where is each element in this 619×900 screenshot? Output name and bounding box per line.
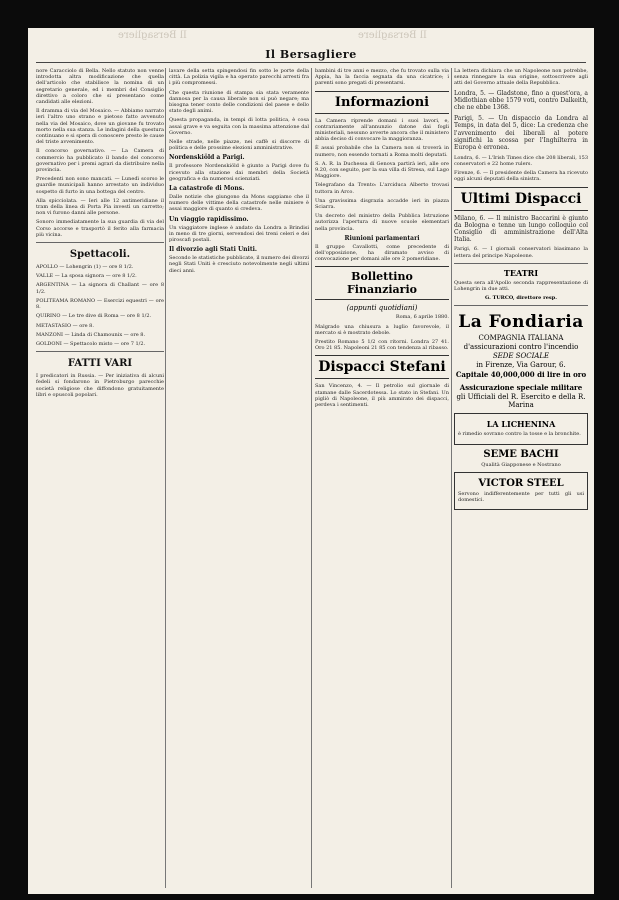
ad-line: COMPAGNIA ITALIANA xyxy=(478,334,564,343)
bollettino-subtitle: (appunti quotidiani) xyxy=(346,304,418,313)
article-paragraph: Dalle notizie che giungono da Mons sappiamo che il numero delle vittime della catastrofe nelle miniere è assai maggiore di quanto si credeva. xyxy=(169,194,309,213)
listing-item: ARGENTINA — La signora di Challant — ore 8 1/2. xyxy=(36,282,164,295)
column-1 xyxy=(36,68,164,890)
bleed-through-text: Il Bersagliere Il Bersagliere xyxy=(118,30,427,41)
article-paragraph: La lettera dichiara che un Napoleone non potrebbe, senza rinnegare la sua origine, sottoscrivere agli atti del Governo attuale della Repubblica. xyxy=(454,68,588,87)
article-paragraph: Questa propaganda, in tempi di lotta politica, è cosa assai grave e va seguita con la massima attenzione dal Governo. xyxy=(169,117,309,136)
advertisement-fondiaria xyxy=(454,312,588,409)
article-paragraph: Questa sera all'Apollo seconda rappresentazione di Lohengrin in due atti. xyxy=(454,279,588,293)
article-paragraph: Il gruppo Cavallotti, come precedente di dell'opposizione, ha diramato avviso di convocazione per domani alle ore 2 pomeridiane. xyxy=(315,243,449,263)
ad-title: LA LICHENINA xyxy=(486,419,556,430)
ad-line: gli Ufficiali del R. Esercito e della R. Marina xyxy=(456,393,586,410)
column-4 xyxy=(454,68,588,890)
article-heading: La catastrofe di Mons. xyxy=(169,185,245,193)
article-paragraph: Una gravissima disgrazia accadde ieri in piazza Sciarra. xyxy=(315,197,449,211)
article-paragraph: Milano, 6. — Il ministro Baccarini è giunto da Bologna e tenne un lungo colloquio col Consiglio di amministrazione dell'Alta Italia. xyxy=(454,214,588,244)
divider xyxy=(454,263,588,264)
ad-line: Assicurazione speciale militare xyxy=(459,383,583,393)
ad-line: in Firenze, Via Garour, 6. xyxy=(476,361,566,370)
article-paragraph: Un decreto del ministro della Pubblica Istruzione autorizza l'apertura di nuove scuole elementari nella provincia. xyxy=(315,213,449,232)
newspaper-name: Il Bersagliere xyxy=(265,48,357,61)
listing-item: VALLE — La sposa signora — ore 8 1/2. xyxy=(36,273,137,280)
ad-title: La Fondiaria xyxy=(458,312,584,333)
article-paragraph: Londra, 5. — Gladstone, fino a quest'ora, a Midlothian ebbe 1579 voti, contro Dalkeith, che ne ebbe 1368. xyxy=(454,89,588,112)
section-title-bollettino: Bollettino Finanziario xyxy=(315,266,449,300)
newspaper-page xyxy=(28,28,594,894)
page-header xyxy=(36,48,586,63)
section-title-teatri: TEATRI xyxy=(503,267,539,278)
article-paragraph: Precedenti non sono mancati. — Lunedì scorso le guardie municipali hanno arrestato un individuo sospetto di furto in una bottega del centro. xyxy=(36,176,164,195)
article-paragraph: lavare della setta spingendosi fin sotto le porte della città. La polizia vigila e ha operato parecchi arresti fra i più compromessi. xyxy=(169,68,309,87)
ad-title: VICTOR STEEL xyxy=(478,477,564,489)
divider xyxy=(36,242,164,243)
article-paragraph: Il dramma di via del Mosaico. — Abbiamo narrato ieri l'altro uno strano e pietoso fatto avvenuto nella via del Mosaico, dove un giovane fu trovato morto nella sua stanza. Le indagini della questura continuano e si spera di conoscere presto le cause del triste avvenimento. xyxy=(36,108,164,146)
article-paragraph: Telegrafano da Trento: L'arciduca Alberto trovasi tuttora in Arco. xyxy=(315,182,449,195)
listing-item: APOLLO — Lohengrin (1) — ore 8 1/2. xyxy=(36,264,134,271)
section-title-spettacoli: Spettacoli. xyxy=(69,249,131,261)
ad-line: d'assicurazioni contro l'incendio xyxy=(463,343,579,352)
article-paragraph: È assai probabile che la Camera non si troverà in numero, non essendo tornati a Roma molti deputati. xyxy=(315,145,449,158)
column-3 xyxy=(315,68,449,890)
section-title-ultimi-dispacci: Ultimi Dispacci xyxy=(454,187,588,211)
article-paragraph: Firenze, 6. — Il presidente della Camera ha ricevuto oggi alcuni deputati della sinistra. xyxy=(454,170,588,183)
listing-item: MANZONI — Linda di Chamounix — ore 8. xyxy=(36,331,146,338)
article-paragraph: Parigi, 5. — Un dispaccio da Londra al Temps, in data del 5, dice: La credenza che l'avvenimento dei liberali al potere significhi la scossa per l'Inghilterra in Europa è erronea. xyxy=(454,114,588,152)
listing-item: POLITEAMA ROMANO — Esercizi equestri — ore 8. xyxy=(36,297,164,311)
article-paragraph: Il professore Nordenskiöld è giunto a Parigi dove fu ricevuto alla stazione dai membri della Società geografica e da numerosi scienziati. xyxy=(169,163,309,182)
article-heading: Il divorzio agli Stati Uniti. xyxy=(169,246,257,254)
article-paragraph: Malgrado una chiusura a luglio favorevole, il mercato si è mostrato debole. xyxy=(315,323,449,336)
article-paragraph: Un viaggiatore inglese è andato da Londra a Brindisi in meno di tre giorni, servendosi dei treni celeri e dei piroscafi postali. xyxy=(169,224,309,244)
listing-item: QUIRINO — Le tre dive di Roma — ore 8 1/2. xyxy=(36,313,152,320)
article-paragraph: Secondo le statistiche pubblicate, il numero dei divorzi negli Stati Uniti è cresciuto notevolmente negli ultimi dieci anni. xyxy=(169,255,309,274)
listing-item: GOLDONI — Spettacolo misto — ore 7 1/2. xyxy=(36,340,146,347)
article-heading: Riunioni parlamentari xyxy=(344,234,420,242)
article-paragraph: Il concorso governativo. — La Camera di commercio ha pubblicato il bando del concorso governativo per i premi agrari da distribuire nella provincia. xyxy=(36,148,164,174)
divider xyxy=(36,351,164,352)
column-rule xyxy=(165,68,166,888)
article-paragraph: Londra, 6. — L'Irish Times dice che 208 liberali, 153 conservatori e 22 home rulers. xyxy=(454,154,588,168)
column-rule xyxy=(451,68,452,888)
advertisement-victor-steel xyxy=(454,472,588,510)
column-rule xyxy=(311,68,312,888)
column-2 xyxy=(169,68,309,890)
ad-title: SEME BACHI xyxy=(483,448,559,460)
ad-line: SEDE SOCIALE xyxy=(492,352,550,361)
ad-text: Qualità Giapponese e Nostrano xyxy=(481,461,561,468)
article-paragraph: bambini di tre anni e mezzo, che fu trovato sulla via Appia, ha la faccia segnata da una cicatrice; i parenti sono pregati di presentarsi. xyxy=(315,68,449,87)
article-paragraph: nore Caracciolo di Bella. Nello statuto non venne introdotta altra modificazione che quella dell'articolo che stabilisce la nomina di un segretario generale, ed i membri del Consiglio direttivo a coloro che si presentano come candidati alle elezioni. xyxy=(36,68,164,106)
divider xyxy=(454,305,588,306)
bollettino-date: Roma, 6 aprile 1880. xyxy=(395,314,449,321)
article-paragraph: S. A. R. la Duchessa di Genova partirà ieri, alle ore 9.20, con seguito, per la sua villa di Stresa, sul Lago Maggiore. xyxy=(315,160,449,180)
section-title-informazioni: Informazioni xyxy=(315,91,449,114)
article-heading: Un viaggio rapidissimo. xyxy=(169,215,249,223)
article-paragraph: I predicatori in Russia. — Per iniziativa di alcuni fedeli si fondarono in Pietroburgo parecchie società religiose che diffondono gratuitamente libri e opuscoli popolari. xyxy=(36,373,164,398)
article-paragraph: La Camera riprende domani i suoi lavori, e, contrariamente all'annunzio datone dai fogli ministeriali, nessuno avverte ancora che il ministero abbia deciso di convocare la maggioranza. xyxy=(315,117,449,143)
ad-text: Servono indifferentemente per tutti gli usi domestici. xyxy=(458,490,584,503)
ad-text: è rimedio sovrano contro la tosse e la bronchite. xyxy=(458,431,581,438)
article-paragraph: Prestito Romano 5 1/2 con ritorni. Londra 27 41. Oro 21 85. Napoleoni 21 85 con tendenza al ribasso. xyxy=(315,339,449,352)
advertisement-lichenina xyxy=(454,413,588,444)
article-paragraph: Sonoro immediatamente la sua guardia di via del Corso accorse e trasportò il ferito alla farmacia più vicina. xyxy=(36,219,164,238)
section-title-dispacci-stefani: Dispacci Stefani xyxy=(315,355,449,379)
article-paragraph: Che questa riunione di stampa sia stata veramente dannosa per la causa liberale non si può negare; ma bisogna tener conto delle condizioni del paese e dello stato degli animi. xyxy=(169,89,309,115)
article-heading: Nordenskiöld a Parigi. xyxy=(169,154,245,162)
article-paragraph: San Vincenzo, 4. — Il petrolio sul giornale di stamane dalle Sacerdotessa. Lo stato in Stefani. Un pigliò di Napoleone, il più ammirato dei dispacci, perdeva i sentimenti. xyxy=(315,383,449,409)
section-title-fatti-vari: FATTI VARI xyxy=(67,358,133,370)
article-paragraph: Nelle strade, nelle piazze, nei caffè si discorre di politica e delle prossime elezioni amministrative. xyxy=(169,139,309,152)
listing-item: METASTASIO — ore 8. xyxy=(36,322,94,329)
ad-capital: Capitale 40,000,000 di lire in oro xyxy=(455,370,587,380)
article-paragraph: Parigi, 6. — I giornali conservatori biasimano la lettera del principe Napoleone. xyxy=(454,246,588,259)
article-paragraph: Alla spicciolata. — Ieri alle 12 antimeridiane il tram della linea di Porta Pia investì un carretto; non vi furono danni alle persone. xyxy=(36,197,164,217)
gerente-line: G. TURCO, direttore resp. xyxy=(485,295,557,302)
advertisement-seme-bachi xyxy=(454,449,588,468)
